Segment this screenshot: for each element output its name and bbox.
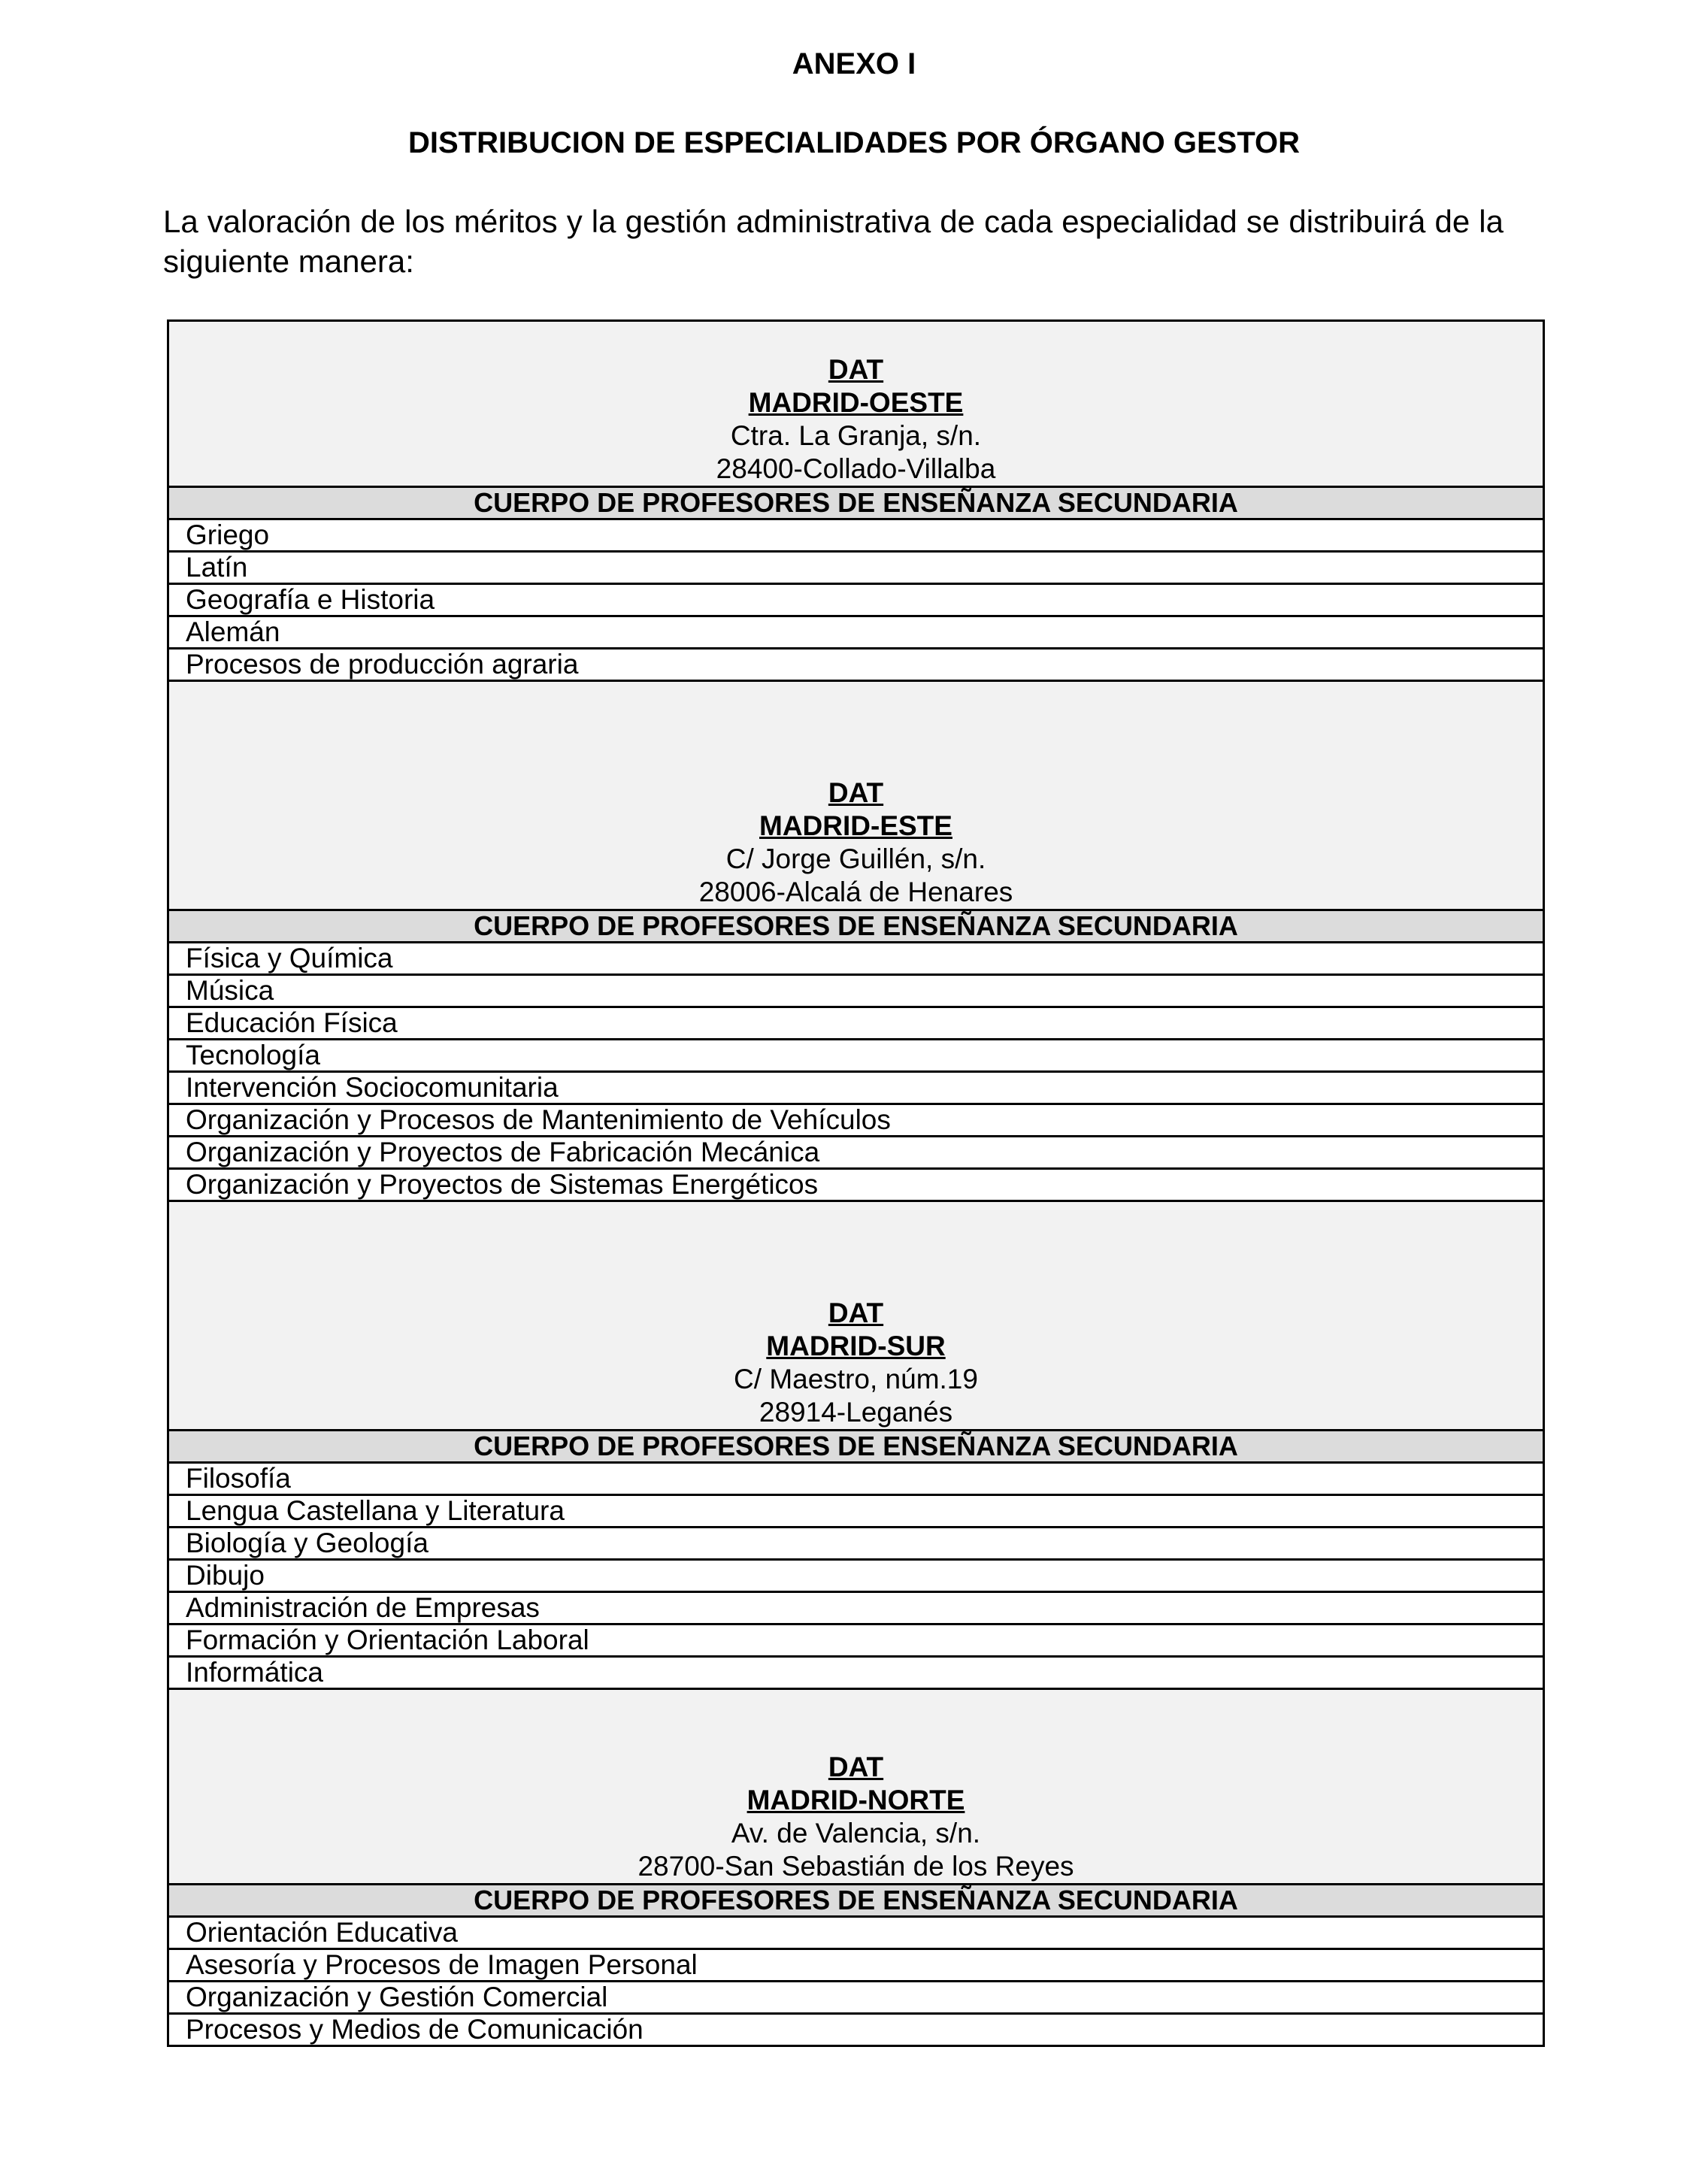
especialidad-item: Procesos y Medios de Comunicación xyxy=(168,2014,1544,2046)
dat-label: DAT xyxy=(828,1297,884,1328)
especialidad-item: Alemán xyxy=(168,616,1544,649)
especialidad-row xyxy=(168,1463,1544,1495)
dat-street: C/ Maestro, núm.19 xyxy=(734,1364,978,1394)
cuerpo-heading: CUERPO DE PROFESORES DE ENSEÑANZA SECUNDARIA xyxy=(168,1431,1544,1463)
especialidad-row xyxy=(168,2014,1544,2046)
cuerpo-heading: CUERPO DE PROFESORES DE ENSEÑANZA SECUNDARIA xyxy=(168,910,1544,943)
especialidad-row xyxy=(168,943,1544,975)
especialidad-row xyxy=(168,1528,1544,1560)
especialidad-row xyxy=(168,1495,1544,1528)
especialidad-row xyxy=(168,1592,1544,1624)
especialidad-item: Procesos de producción agraria xyxy=(168,649,1544,681)
annex-subtitle: DISTRIBUCION DE ESPECIALIDADES POR ÓRGANO GESTOR xyxy=(407,126,1301,159)
especialidad-row xyxy=(168,649,1544,681)
dat-zone: MADRID-NORTE xyxy=(746,1785,965,1815)
cuerpo-heading: CUERPO DE PROFESORES DE ENSEÑANZA SECUNDARIA xyxy=(168,1885,1544,1917)
especialidad-item: Formación y Orientación Laboral xyxy=(168,1624,1544,1657)
especialidad-row xyxy=(168,552,1544,584)
cuerpo-row xyxy=(168,1885,1544,1917)
especialidad-item: Dibujo xyxy=(168,1560,1544,1592)
dat-header-cell xyxy=(168,681,1544,910)
dat-zone: MADRID-SUR xyxy=(766,1331,946,1361)
dat-city: 28006-Alcalá de Henares xyxy=(698,877,1013,907)
especialidad-row xyxy=(168,1657,1544,1689)
dat-zone: MADRID-OESTE xyxy=(748,387,964,418)
dat-header-row xyxy=(168,321,1544,487)
especialidad-row xyxy=(168,616,1544,649)
dat-header-row xyxy=(168,681,1544,910)
especialidad-row xyxy=(168,1169,1544,1201)
cuerpo-row xyxy=(168,1431,1544,1463)
dat-header-row xyxy=(168,1689,1544,1885)
especialidad-item: Música xyxy=(168,975,1544,1007)
especialidad-item: Filosofía xyxy=(168,1463,1544,1495)
dat-header-row xyxy=(168,1201,1544,1431)
dat-city: 28700-San Sebastián de los Reyes xyxy=(637,1851,1074,1882)
especialidad-item: Tecnología xyxy=(168,1040,1544,1072)
dat-header-cell xyxy=(168,1201,1544,1431)
especialidad-item: Asesoría y Procesos de Imagen Personal xyxy=(168,1949,1544,1982)
especialidad-item: Educación Física xyxy=(168,1007,1544,1040)
especialidad-item: Organización y Proyectos de Sistemas Energéticos xyxy=(168,1169,1544,1201)
dat-street: C/ Jorge Guillén, s/n. xyxy=(725,843,986,874)
especialidad-item: Organización y Proyectos de Fabricación Mecánica xyxy=(168,1137,1544,1169)
especialidad-row xyxy=(168,519,1544,552)
dat-label: DAT xyxy=(828,777,884,808)
intro-paragraph: La valoración de los méritos y la gestión administrativa de cada especialidad se distribuirá de la siguiente manera: xyxy=(163,204,1504,279)
especialidad-row xyxy=(168,1560,1544,1592)
cuerpo-row xyxy=(168,910,1544,943)
especialidad-row xyxy=(168,1917,1544,1949)
especialidad-item: Administración de Empresas xyxy=(168,1592,1544,1624)
especialidad-row xyxy=(168,1137,1544,1169)
dat-city: 28914-Leganés xyxy=(759,1397,953,1428)
dat-label: DAT xyxy=(828,1752,884,1782)
cuerpo-heading: CUERPO DE PROFESORES DE ENSEÑANZA SECUNDARIA xyxy=(168,487,1544,519)
dat-header-cell xyxy=(168,321,1544,487)
dat-label: DAT xyxy=(828,354,884,385)
especialidad-row xyxy=(168,1072,1544,1104)
especialidad-item: Griego xyxy=(168,519,1544,552)
distribution-table xyxy=(167,319,1545,2047)
especialidad-item: Intervención Sociocomunitaria xyxy=(168,1072,1544,1104)
especialidad-row xyxy=(168,1982,1544,2014)
especialidad-item: Geografía e Historia xyxy=(168,584,1544,616)
especialidad-row xyxy=(168,1949,1544,1982)
especialidad-item: Latín xyxy=(168,552,1544,584)
especialidad-row xyxy=(168,1104,1544,1137)
annex-title: ANEXO I xyxy=(792,47,916,80)
especialidad-item: Física y Química xyxy=(168,943,1544,975)
cuerpo-row xyxy=(168,487,1544,519)
distribution-table-body xyxy=(168,321,1544,2046)
especialidad-item: Orientación Educativa xyxy=(168,1917,1544,1949)
dat-street: Av. de Valencia, s/n. xyxy=(731,1818,981,1849)
especialidad-item: Organización y Gestión Comercial xyxy=(168,1982,1544,2014)
especialidad-item: Informática xyxy=(168,1657,1544,1689)
especialidad-row xyxy=(168,1624,1544,1657)
dat-zone: MADRID-ESTE xyxy=(759,810,952,841)
especialidad-row xyxy=(168,975,1544,1007)
especialidad-row xyxy=(168,1007,1544,1040)
especialidad-row xyxy=(168,584,1544,616)
dat-street: Ctra. La Granja, s/n. xyxy=(730,420,982,451)
especialidad-item: Biología y Geología xyxy=(168,1528,1544,1560)
especialidad-row xyxy=(168,1040,1544,1072)
especialidad-item: Organización y Procesos de Mantenimiento de Vehículos xyxy=(168,1104,1544,1137)
especialidad-item: Lengua Castellana y Literatura xyxy=(168,1495,1544,1528)
dat-city: 28400-Collado-Villalba xyxy=(716,453,996,484)
dat-header-cell xyxy=(168,1689,1544,1885)
